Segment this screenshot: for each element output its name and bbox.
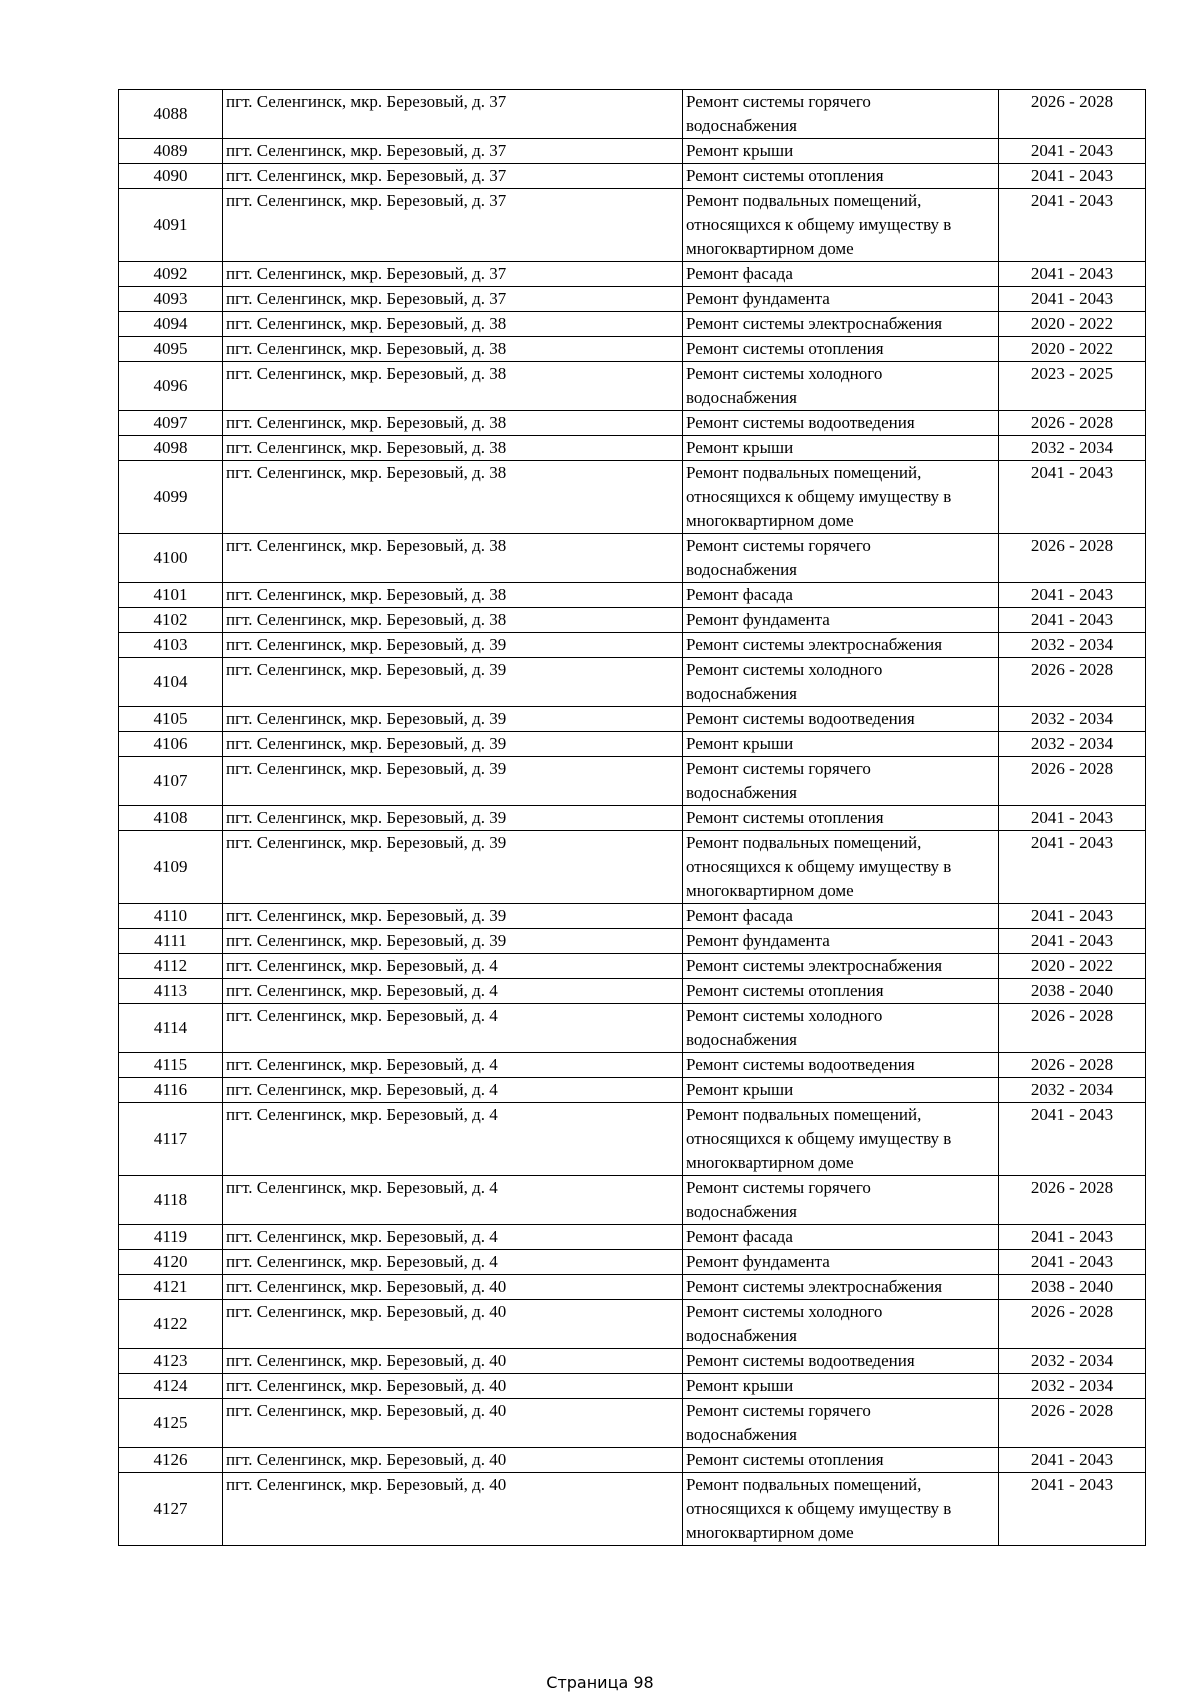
period-cell: 2038 - 2040 bbox=[999, 1275, 1146, 1300]
work-type-cell: Ремонт системы отопления bbox=[683, 164, 999, 189]
address-cell: пгт. Селенгинск, мкр. Березовый, д. 38 bbox=[223, 461, 683, 534]
table-row bbox=[119, 90, 1146, 139]
row-number: 4124 bbox=[119, 1374, 223, 1399]
address-cell: пгт. Селенгинск, мкр. Березовый, д. 38 bbox=[223, 312, 683, 337]
work-type-cell: Ремонт фундамента bbox=[683, 1250, 999, 1275]
address-cell: пгт. Селенгинск, мкр. Березовый, д. 40 bbox=[223, 1349, 683, 1374]
work-type-cell: Ремонт системы холодного водоснабжения bbox=[683, 362, 999, 411]
work-type-cell: Ремонт фасада bbox=[683, 904, 999, 929]
address-cell: пгт. Селенгинск, мкр. Березовый, д. 38 bbox=[223, 534, 683, 583]
row-number: 4112 bbox=[119, 954, 223, 979]
address-cell: пгт. Селенгинск, мкр. Березовый, д. 39 bbox=[223, 707, 683, 732]
table-row bbox=[119, 1225, 1146, 1250]
table-row bbox=[119, 461, 1146, 534]
period-cell: 2032 - 2034 bbox=[999, 1374, 1146, 1399]
work-type-cell: Ремонт системы горячего водоснабжения bbox=[683, 534, 999, 583]
table-row bbox=[119, 757, 1146, 806]
period-cell: 2041 - 2043 bbox=[999, 929, 1146, 954]
address-cell: пгт. Селенгинск, мкр. Березовый, д. 40 bbox=[223, 1448, 683, 1473]
row-number: 4113 bbox=[119, 979, 223, 1004]
address-cell: пгт. Селенгинск, мкр. Березовый, д. 39 bbox=[223, 658, 683, 707]
table-row bbox=[119, 831, 1146, 904]
address-cell: пгт. Селенгинск, мкр. Березовый, д. 37 bbox=[223, 262, 683, 287]
period-cell: 2032 - 2034 bbox=[999, 633, 1146, 658]
row-number: 4093 bbox=[119, 287, 223, 312]
address-cell: пгт. Селенгинск, мкр. Березовый, д. 39 bbox=[223, 831, 683, 904]
row-number: 4123 bbox=[119, 1349, 223, 1374]
table-row bbox=[119, 732, 1146, 757]
work-type-cell: Ремонт фундамента bbox=[683, 608, 999, 633]
row-number: 4121 bbox=[119, 1275, 223, 1300]
work-type-cell: Ремонт системы отопления bbox=[683, 337, 999, 362]
address-cell: пгт. Селенгинск, мкр. Березовый, д. 4 bbox=[223, 1078, 683, 1103]
table-row bbox=[119, 436, 1146, 461]
row-number: 4094 bbox=[119, 312, 223, 337]
address-cell: пгт. Селенгинск, мкр. Березовый, д. 4 bbox=[223, 1250, 683, 1275]
address-cell: пгт. Селенгинск, мкр. Березовый, д. 4 bbox=[223, 954, 683, 979]
row-number: 4108 bbox=[119, 806, 223, 831]
work-type-cell: Ремонт системы водоотведения bbox=[683, 1053, 999, 1078]
work-type-cell: Ремонт фасада bbox=[683, 583, 999, 608]
address-cell: пгт. Селенгинск, мкр. Березовый, д. 4 bbox=[223, 1004, 683, 1053]
row-number: 4127 bbox=[119, 1473, 223, 1546]
address-cell: пгт. Селенгинск, мкр. Березовый, д. 39 bbox=[223, 757, 683, 806]
work-type-cell: Ремонт системы холодного водоснабжения bbox=[683, 658, 999, 707]
period-cell: 2032 - 2034 bbox=[999, 707, 1146, 732]
address-cell: пгт. Селенгинск, мкр. Березовый, д. 38 bbox=[223, 608, 683, 633]
address-cell: пгт. Селенгинск, мкр. Березовый, д. 37 bbox=[223, 164, 683, 189]
row-number: 4118 bbox=[119, 1176, 223, 1225]
period-cell: 2020 - 2022 bbox=[999, 337, 1146, 362]
table-row bbox=[119, 287, 1146, 312]
period-cell: 2041 - 2043 bbox=[999, 189, 1146, 262]
work-type-cell: Ремонт крыши bbox=[683, 1078, 999, 1103]
work-type-cell: Ремонт системы водоотведения bbox=[683, 411, 999, 436]
row-number: 4109 bbox=[119, 831, 223, 904]
work-type-cell: Ремонт фундамента bbox=[683, 287, 999, 312]
row-number: 4092 bbox=[119, 262, 223, 287]
work-type-cell: Ремонт системы электроснабжения bbox=[683, 954, 999, 979]
period-cell: 2020 - 2022 bbox=[999, 312, 1146, 337]
address-cell: пгт. Селенгинск, мкр. Березовый, д. 4 bbox=[223, 1053, 683, 1078]
period-cell: 2026 - 2028 bbox=[999, 411, 1146, 436]
work-type-cell: Ремонт системы отопления bbox=[683, 806, 999, 831]
table-body bbox=[119, 90, 1146, 1546]
address-cell: пгт. Селенгинск, мкр. Березовый, д. 38 bbox=[223, 583, 683, 608]
row-number: 4111 bbox=[119, 929, 223, 954]
table-row bbox=[119, 534, 1146, 583]
row-number: 4095 bbox=[119, 337, 223, 362]
period-cell: 2041 - 2043 bbox=[999, 262, 1146, 287]
table-row bbox=[119, 164, 1146, 189]
work-type-cell: Ремонт подвальных помещений, относящихся к общему имуществу в многоквартирном доме bbox=[683, 1473, 999, 1546]
table-row bbox=[119, 1053, 1146, 1078]
work-type-cell: Ремонт подвальных помещений, относящихся к общему имуществу в многоквартирном доме bbox=[683, 831, 999, 904]
period-cell: 2041 - 2043 bbox=[999, 806, 1146, 831]
row-number: 4110 bbox=[119, 904, 223, 929]
row-number: 4103 bbox=[119, 633, 223, 658]
row-number: 4090 bbox=[119, 164, 223, 189]
address-cell: пгт. Селенгинск, мкр. Березовый, д. 38 bbox=[223, 337, 683, 362]
table-row bbox=[119, 312, 1146, 337]
period-cell: 2032 - 2034 bbox=[999, 732, 1146, 757]
period-cell: 2038 - 2040 bbox=[999, 979, 1146, 1004]
period-cell: 2041 - 2043 bbox=[999, 583, 1146, 608]
table-row bbox=[119, 1103, 1146, 1176]
period-cell: 2032 - 2034 bbox=[999, 1078, 1146, 1103]
row-number: 4101 bbox=[119, 583, 223, 608]
period-cell: 2041 - 2043 bbox=[999, 461, 1146, 534]
row-number: 4106 bbox=[119, 732, 223, 757]
table-row bbox=[119, 806, 1146, 831]
work-type-cell: Ремонт крыши bbox=[683, 436, 999, 461]
table-row bbox=[119, 904, 1146, 929]
period-cell: 2026 - 2028 bbox=[999, 1004, 1146, 1053]
row-number: 4100 bbox=[119, 534, 223, 583]
work-type-cell: Ремонт подвальных помещений, относящихся к общему имуществу в многоквартирном доме bbox=[683, 461, 999, 534]
period-cell: 2026 - 2028 bbox=[999, 757, 1146, 806]
row-number: 4097 bbox=[119, 411, 223, 436]
address-cell: пгт. Селенгинск, мкр. Березовый, д. 40 bbox=[223, 1300, 683, 1349]
period-cell: 2041 - 2043 bbox=[999, 164, 1146, 189]
work-type-cell: Ремонт системы отопления bbox=[683, 1448, 999, 1473]
row-number: 4091 bbox=[119, 189, 223, 262]
table-row bbox=[119, 583, 1146, 608]
period-cell: 2032 - 2034 bbox=[999, 1349, 1146, 1374]
work-type-cell: Ремонт системы горячего водоснабжения bbox=[683, 757, 999, 806]
row-number: 4122 bbox=[119, 1300, 223, 1349]
row-number: 4120 bbox=[119, 1250, 223, 1275]
row-number: 4125 bbox=[119, 1399, 223, 1448]
row-number: 4126 bbox=[119, 1448, 223, 1473]
period-cell: 2041 - 2043 bbox=[999, 1448, 1146, 1473]
table-row bbox=[119, 1300, 1146, 1349]
address-cell: пгт. Селенгинск, мкр. Березовый, д. 39 bbox=[223, 633, 683, 658]
address-cell: пгт. Селенгинск, мкр. Березовый, д. 39 bbox=[223, 732, 683, 757]
work-type-cell: Ремонт системы горячего водоснабжения bbox=[683, 1176, 999, 1225]
address-cell: пгт. Селенгинск, мкр. Березовый, д. 40 bbox=[223, 1399, 683, 1448]
address-cell: пгт. Селенгинск, мкр. Березовый, д. 37 bbox=[223, 139, 683, 164]
row-number: 4114 bbox=[119, 1004, 223, 1053]
table-row bbox=[119, 337, 1146, 362]
address-cell: пгт. Селенгинск, мкр. Березовый, д. 38 bbox=[223, 362, 683, 411]
table-row bbox=[119, 1275, 1146, 1300]
work-type-cell: Ремонт системы электроснабжения bbox=[683, 1275, 999, 1300]
table-row bbox=[119, 1250, 1146, 1275]
table-row bbox=[119, 362, 1146, 411]
row-number: 4117 bbox=[119, 1103, 223, 1176]
address-cell: пгт. Селенгинск, мкр. Березовый, д. 39 bbox=[223, 806, 683, 831]
row-number: 4116 bbox=[119, 1078, 223, 1103]
period-cell: 2041 - 2043 bbox=[999, 139, 1146, 164]
period-cell: 2026 - 2028 bbox=[999, 1300, 1146, 1349]
row-number: 4107 bbox=[119, 757, 223, 806]
address-cell: пгт. Селенгинск, мкр. Березовый, д. 4 bbox=[223, 1103, 683, 1176]
work-type-cell: Ремонт подвальных помещений, относящихся к общему имуществу в многоквартирном доме bbox=[683, 189, 999, 262]
table-row bbox=[119, 608, 1146, 633]
page-number: Страница 98 bbox=[546, 1673, 654, 1692]
table-row bbox=[119, 1349, 1146, 1374]
table-row bbox=[119, 411, 1146, 436]
row-number: 4099 bbox=[119, 461, 223, 534]
table-row bbox=[119, 1448, 1146, 1473]
address-cell: пгт. Селенгинск, мкр. Березовый, д. 4 bbox=[223, 979, 683, 1004]
work-type-cell: Ремонт системы отопления bbox=[683, 979, 999, 1004]
work-type-cell: Ремонт системы электроснабжения bbox=[683, 312, 999, 337]
repair-schedule-table bbox=[118, 89, 1146, 1546]
address-cell: пгт. Селенгинск, мкр. Березовый, д. 38 bbox=[223, 411, 683, 436]
table-row bbox=[119, 979, 1146, 1004]
work-type-cell: Ремонт системы электроснабжения bbox=[683, 633, 999, 658]
row-number: 4102 bbox=[119, 608, 223, 633]
period-cell: 2026 - 2028 bbox=[999, 658, 1146, 707]
period-cell: 2026 - 2028 bbox=[999, 1399, 1146, 1448]
table-row bbox=[119, 1078, 1146, 1103]
work-type-cell: Ремонт фундамента bbox=[683, 929, 999, 954]
table-row bbox=[119, 633, 1146, 658]
period-cell: 2041 - 2043 bbox=[999, 608, 1146, 633]
table-row bbox=[119, 954, 1146, 979]
address-cell: пгт. Селенгинск, мкр. Березовый, д. 37 bbox=[223, 189, 683, 262]
work-type-cell: Ремонт подвальных помещений, относящихся к общему имуществу в многоквартирном доме bbox=[683, 1103, 999, 1176]
row-number: 4096 bbox=[119, 362, 223, 411]
work-type-cell: Ремонт системы горячего водоснабжения bbox=[683, 1399, 999, 1448]
table-row bbox=[119, 1176, 1146, 1225]
period-cell: 2041 - 2043 bbox=[999, 1473, 1146, 1546]
period-cell: 2041 - 2043 bbox=[999, 904, 1146, 929]
table-row bbox=[119, 139, 1146, 164]
period-cell: 2041 - 2043 bbox=[999, 1225, 1146, 1250]
period-cell: 2041 - 2043 bbox=[999, 287, 1146, 312]
period-cell: 2041 - 2043 bbox=[999, 831, 1146, 904]
row-number: 4088 bbox=[119, 90, 223, 139]
row-number: 4089 bbox=[119, 139, 223, 164]
table-row bbox=[119, 929, 1146, 954]
address-cell: пгт. Селенгинск, мкр. Березовый, д. 40 bbox=[223, 1473, 683, 1546]
period-cell: 2041 - 2043 bbox=[999, 1103, 1146, 1176]
table-row bbox=[119, 707, 1146, 732]
work-type-cell: Ремонт фасада bbox=[683, 262, 999, 287]
work-type-cell: Ремонт системы холодного водоснабжения bbox=[683, 1300, 999, 1349]
work-type-cell: Ремонт крыши bbox=[683, 1374, 999, 1399]
address-cell: пгт. Селенгинск, мкр. Березовый, д. 4 bbox=[223, 1176, 683, 1225]
period-cell: 2026 - 2028 bbox=[999, 1053, 1146, 1078]
period-cell: 2041 - 2043 bbox=[999, 1250, 1146, 1275]
period-cell: 2026 - 2028 bbox=[999, 1176, 1146, 1225]
address-cell: пгт. Селенгинск, мкр. Березовый, д. 37 bbox=[223, 90, 683, 139]
work-type-cell: Ремонт фасада bbox=[683, 1225, 999, 1250]
period-cell: 2020 - 2022 bbox=[999, 954, 1146, 979]
period-cell: 2026 - 2028 bbox=[999, 534, 1146, 583]
address-cell: пгт. Селенгинск, мкр. Березовый, д. 40 bbox=[223, 1275, 683, 1300]
period-cell: 2032 - 2034 bbox=[999, 436, 1146, 461]
table-row bbox=[119, 262, 1146, 287]
work-type-cell: Ремонт системы водоотведения bbox=[683, 707, 999, 732]
address-cell: пгт. Селенгинск, мкр. Березовый, д. 39 bbox=[223, 929, 683, 954]
row-number: 4115 bbox=[119, 1053, 223, 1078]
work-type-cell: Ремонт крыши bbox=[683, 732, 999, 757]
period-cell: 2026 - 2028 bbox=[999, 90, 1146, 139]
row-number: 4119 bbox=[119, 1225, 223, 1250]
table-row bbox=[119, 1399, 1146, 1448]
table-row bbox=[119, 1374, 1146, 1399]
address-cell: пгт. Селенгинск, мкр. Березовый, д. 39 bbox=[223, 904, 683, 929]
table-row bbox=[119, 189, 1146, 262]
row-number: 4098 bbox=[119, 436, 223, 461]
work-type-cell: Ремонт крыши bbox=[683, 139, 999, 164]
table-row bbox=[119, 1473, 1146, 1546]
row-number: 4104 bbox=[119, 658, 223, 707]
work-type-cell: Ремонт системы водоотведения bbox=[683, 1349, 999, 1374]
table-row bbox=[119, 658, 1146, 707]
address-cell: пгт. Селенгинск, мкр. Березовый, д. 40 bbox=[223, 1374, 683, 1399]
period-cell: 2023 - 2025 bbox=[999, 362, 1146, 411]
work-type-cell: Ремонт системы холодного водоснабжения bbox=[683, 1004, 999, 1053]
address-cell: пгт. Селенгинск, мкр. Березовый, д. 4 bbox=[223, 1225, 683, 1250]
table-row bbox=[119, 1004, 1146, 1053]
address-cell: пгт. Селенгинск, мкр. Березовый, д. 38 bbox=[223, 436, 683, 461]
address-cell: пгт. Селенгинск, мкр. Березовый, д. 37 bbox=[223, 287, 683, 312]
row-number: 4105 bbox=[119, 707, 223, 732]
work-type-cell: Ремонт системы горячего водоснабжения bbox=[683, 90, 999, 139]
